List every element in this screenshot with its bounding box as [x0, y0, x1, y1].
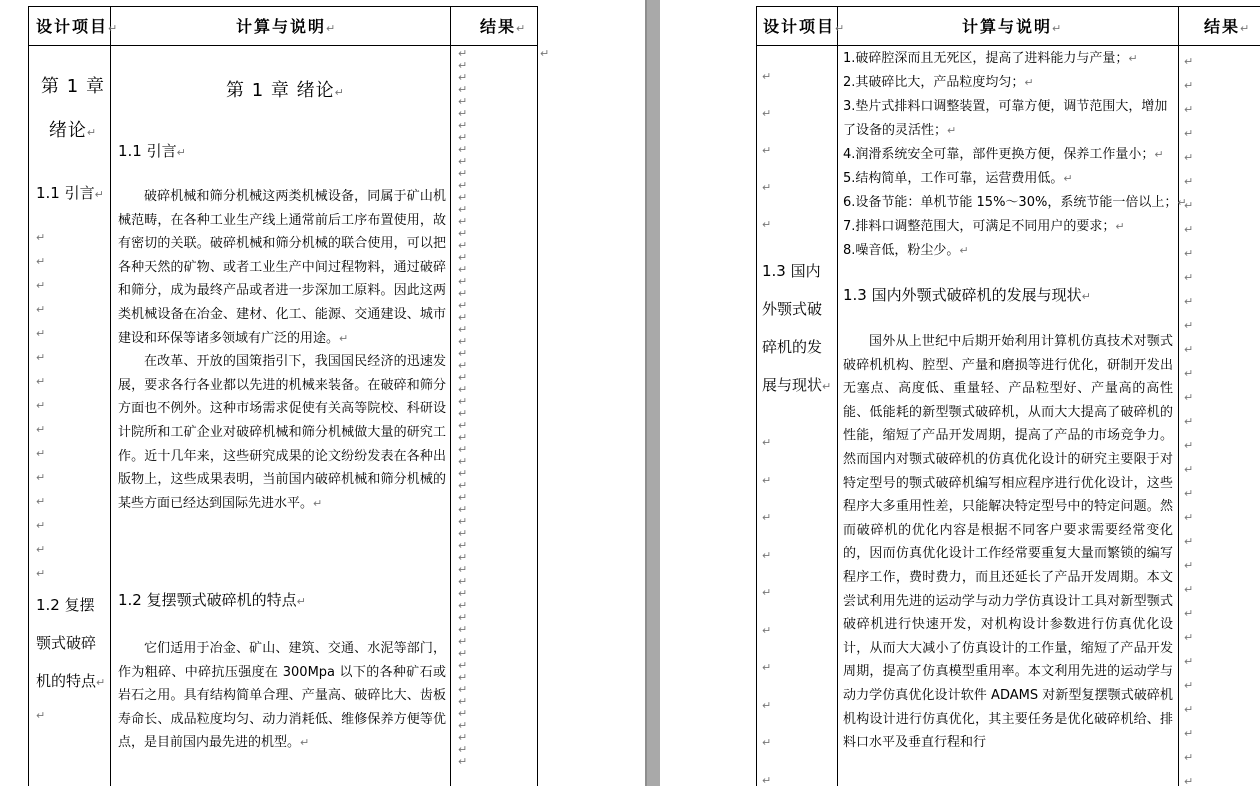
list-item: 6.设备节能：单机节能 15%～30%，系统节能一倍以上；↵ — [843, 195, 1187, 210]
list-item: 1.破碎腔深而且无死区，提高了进料能力与产量；↵ — [843, 51, 1138, 66]
sidebar-mark: ↵ — [36, 709, 46, 722]
sidebar-section-1-1: 1.1 引言↵ — [36, 184, 104, 202]
table-border-left — [756, 6, 757, 786]
section-1-2-body: 它们适用于冶金、矿山、建筑、交通、水泥等部门，作为粗碎、中碎抗压强度在 300Mpa 以下的各种矿石或岩石之用。具有结构简单合理、产量高、破碎比大、齿板寿命长、成品粒度均匀、动力消耗低、维修保养方便等优点，是目前国内最先进的机型。↵ — [118, 641, 446, 751]
table-header-bottom — [28, 45, 538, 46]
sidebar-paragraph-marks: ↵ ↵ ↵ ↵ ↵ — [762, 70, 772, 231]
header-result: 结果↵ — [480, 17, 528, 36]
header-design-project: 设计项目↵ — [763, 17, 847, 36]
page-gap — [645, 0, 660, 786]
sidebar-section-1-2: 1.2 复摆 颚式破碎 机的特点↵ — [36, 596, 106, 690]
header-calc-description: 计算与说明↵ — [236, 17, 338, 36]
header-design-project: 设计项目↵ — [36, 17, 120, 36]
table-divider-project — [837, 6, 838, 786]
header-calc-description: 计算与说明↵ — [962, 17, 1064, 36]
list-item: 7.排料口调整范围大，可满足不同用户的要求；↵ — [843, 219, 1125, 234]
header-result: 结果↵ — [1204, 17, 1252, 36]
section-1-3-title: 1.3 国内外颚式破碎机的发展与现状↵ — [843, 286, 1091, 304]
table-border-top — [28, 6, 538, 7]
list-item: 8.噪音低，粉尘少。↵ — [843, 243, 969, 258]
result-column-marks: ↵ ↵ ↵ ↵ ↵ ↵ ↵ ↵ ↵ ↵ ↵ ↵ ↵ ↵ ↵ ↵ ↵ ↵ ↵ ↵ ↵ ↵ ↵ ↵ ↵ ↵ ↵ ↵ ↵ ↵ ↵ ↵ ↵ ↵ ↵ ↵ ↵ ↵ ↵ ↵ ↵ ↵ ↵ ↵ ↵ ↵ ↵ ↵ ↵ ↵ ↵ ↵ ↵ ↵ ↵ ↵ ↵ ↵ ↵ ↵ — [458, 47, 468, 768]
feature-list — [843, 47, 1187, 263]
row-end-mark: ↵ — [540, 47, 550, 60]
list-item: 2.其破碎比大，产品粒度均匀；↵ — [843, 75, 1034, 90]
table-border-left — [28, 6, 29, 786]
chapter-title: 第 1 章 绪论↵ — [226, 80, 345, 101]
section-1-3-body: 国外从上世纪中后期开始利用计算机仿真技术对颚式破碎机机构、腔型、产量和磨损等进行优化，研制开发出无塞点、高度低、重量轻、产品粒型好、产量高的高性能、低能耗的新型颚式破碎机，从而大大提高了破碎机的性能，缩短了产品开发周期，提高了产品的市场竞争力。然而国内对颚式破碎机的仿真优化设计的研究主要限于对特定型号的颚式破碎机编写相应程序进行优化设计，这些程序大多重用性差，只能解决特定型号中的特定问题。然而破碎机的优化内容是根据不同客户要求需要经常变化的，因而仿真优化设计工作经常要重复大量而繁锁的编写程序工作，费时费力，而且还延长了产品开发周期。本文尝试利用先进的运动学与动力学仿真设计工具对新型颚式破碎机进行快速开发，对机构设计参数进行仿真优化设计，从而大大减小了仿真设计的工作量，缩短了产品开发周期，提高了仿真模型重用率。本文利用先进的运动学与动力学仿真优化设计软件 ADAMS 对新型复摆颚式破碎机机构设计进行仿真优化，其主要任务是优化破碎机给、排料口水平及垂直行程和行 — [843, 334, 1173, 751]
sidebar-paragraph-marks: ↵ ↵ ↵ ↵ ↵ ↵ ↵ ↵ ↵ ↵ ↵ ↵ ↵ ↵ ↵ — [36, 231, 46, 580]
section-1-1-body: 破碎机械和筛分机械这两类机械设备，同属于矿山机械范畴，在各种工业生产线上通常前后工序布置使用，故有密切的关联。破碎机械和筛分机械的联合使用，可以把各种天然的矿物、或者工业生产中间过程物料，通过破碎和筛分，成为最终产品或者进一步深加工原料。因此这两类机械设备在冶金、建材、化工、能源、交通建设、城市建设和环保等诸多领域有广泛的用途。↵ 在改革、开放的国策指引下，我国国民经济的迅速发展，要求各行各业都以先进的机械来装备。在破碎和筛分方面也不例外。这种市场需求促使有关高等院校、科研设计院所和工矿企业对破碎机械和筛分机械做大量的研究工作。近十几年来，这些研究成果的论文纷纷发表在各种出版物上，这些成果表明，当前国内破碎机械和筛分机械的某些方面已经达到国际先进水平。↵ — [118, 189, 446, 511]
list-item: 3.垫片式排料口调整装置，可靠方便，调节范围大，增加了设备的灵活性；↵ — [843, 99, 1168, 138]
sidebar-section-1-3: 1.3 国内 外颚式破 碎机的发 展与现状↵ — [762, 262, 832, 394]
list-item: 4.润滑系统安全可靠，部件更换方便，保养工作量小；↵ — [843, 147, 1164, 162]
result-column-marks: ↵ ↵ ↵ ↵ ↵ ↵ ↵ ↵ ↵ ↵ ↵ ↵ ↵ ↵ ↵ ↵ ↵ ↵ ↵ ↵ ↵ ↵ ↵ ↵ ↵ ↵ ↵ ↵ ↵ ↵ ↵ — [1184, 55, 1194, 786]
section-1-2-title: 1.2 复摆颚式破碎机的特点↵ — [118, 591, 306, 609]
section-1-1-title: 1.1 引言↵ — [118, 142, 186, 160]
table-divider-project — [110, 6, 111, 786]
sidebar-paragraph-marks-lower: ↵ ↵ ↵ ↵ ↵ ↵ ↵ ↵ ↵ ↵ — [762, 436, 772, 786]
table-header-bottom — [756, 45, 1260, 46]
table-border-right — [537, 6, 538, 786]
list-item: 5.结构简单，工作可靠，运营费用低。↵ — [843, 171, 1073, 186]
document-page-right — [660, 0, 1260, 786]
table-border-top — [756, 6, 1260, 7]
sidebar-chapter-heading: 第 1 章 绪论↵ — [41, 76, 105, 141]
table-divider-result — [450, 6, 451, 786]
